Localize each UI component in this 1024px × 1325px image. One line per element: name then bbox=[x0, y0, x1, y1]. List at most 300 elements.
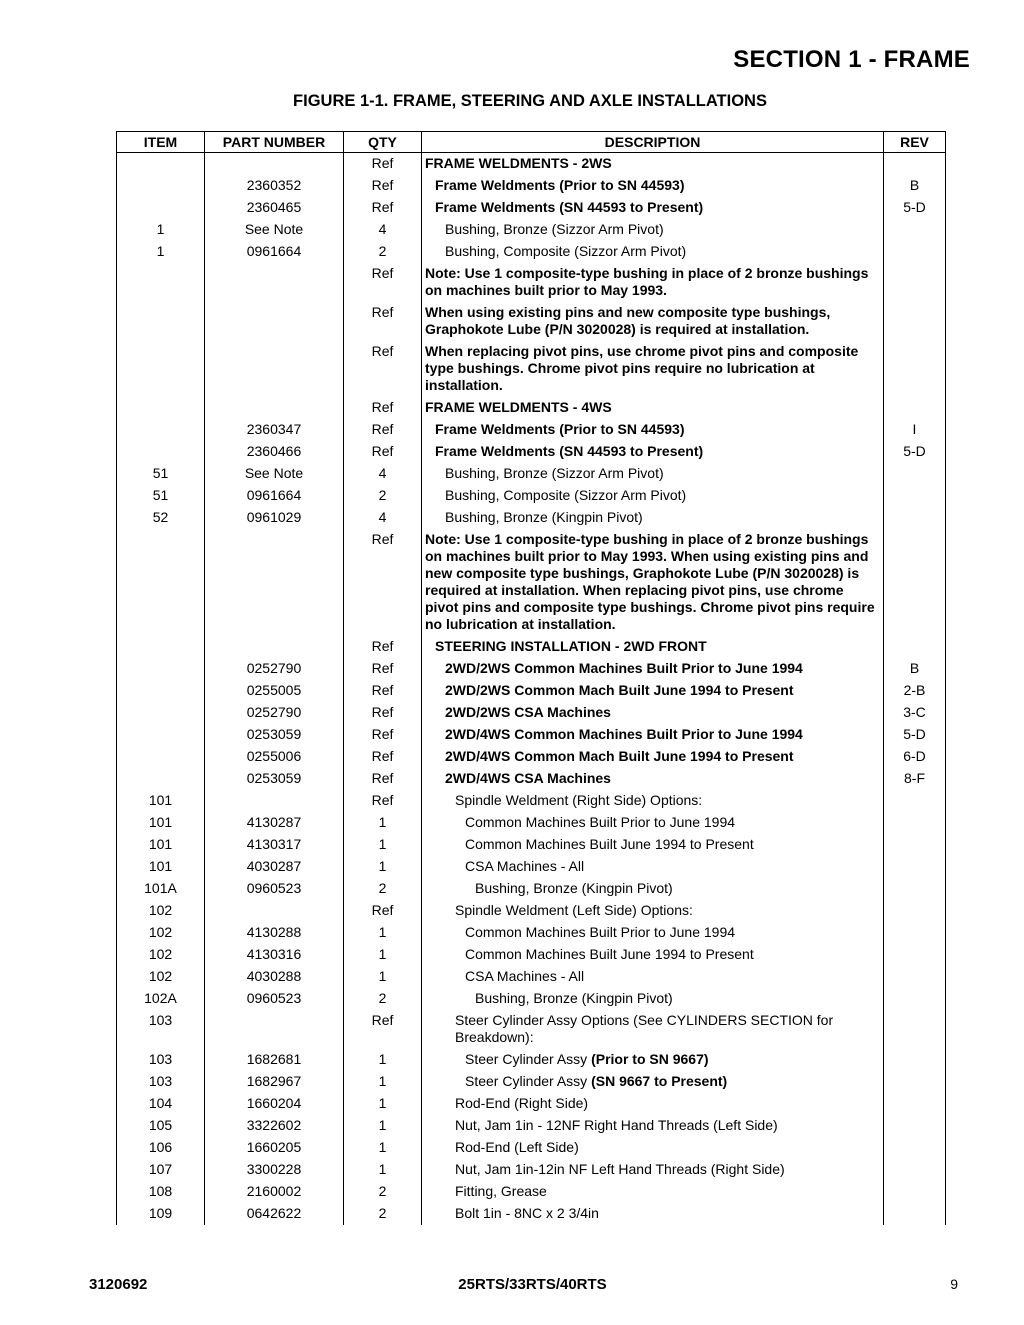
cell-qty: Ref bbox=[344, 441, 422, 463]
cell-qty: 1 bbox=[344, 1115, 422, 1137]
cell-description bbox=[422, 175, 884, 197]
cell-rev: B bbox=[884, 175, 946, 197]
cell-qty: Ref bbox=[344, 1010, 422, 1049]
description-text: Common Machines Built Prior to June 1994 bbox=[465, 924, 736, 940]
column-header-qty: QTY bbox=[344, 132, 422, 153]
cell-part-number: 1682681 bbox=[205, 1049, 344, 1071]
description-text: Common Machines Built Prior to June 1994 bbox=[465, 814, 736, 830]
cell-description bbox=[422, 341, 884, 397]
figure-title: FIGURE 1-1. FRAME, STEERING AND AXLE INSTALLATIONS bbox=[293, 92, 767, 110]
cell-rev bbox=[884, 944, 946, 966]
description-text: Frame Weldments (SN 44593 to Present) bbox=[435, 199, 704, 215]
description-text: 2WD/2WS CSA Machines bbox=[445, 704, 611, 720]
table-row bbox=[117, 241, 946, 263]
cell-description bbox=[422, 485, 884, 507]
table-row bbox=[117, 219, 946, 241]
cell-rev bbox=[884, 856, 946, 878]
cell-description bbox=[422, 636, 884, 658]
cell-rev bbox=[884, 153, 946, 176]
description-text: When replacing pivot pins, use chrome pivot pins and composite type bushings. Chrome pivot pins require no lubrication at installation. bbox=[425, 343, 859, 393]
cell-item bbox=[117, 636, 205, 658]
cell-part-number: 4030287 bbox=[205, 856, 344, 878]
cell-rev: 5-D bbox=[884, 441, 946, 463]
cell-qty: 1 bbox=[344, 1071, 422, 1093]
cell-qty: Ref bbox=[344, 790, 422, 812]
cell-description bbox=[422, 302, 884, 341]
cell-description bbox=[422, 856, 884, 878]
cell-description bbox=[422, 680, 884, 702]
cell-description bbox=[422, 397, 884, 419]
cell-rev bbox=[884, 302, 946, 341]
description-text: Rod-End (Left Side) bbox=[455, 1139, 579, 1155]
cell-qty: 4 bbox=[344, 507, 422, 529]
cell-part-number: 0253059 bbox=[205, 724, 344, 746]
table-row bbox=[117, 988, 946, 1010]
cell-description bbox=[422, 507, 884, 529]
cell-rev bbox=[884, 878, 946, 900]
table-row bbox=[117, 944, 946, 966]
table-row bbox=[117, 341, 946, 397]
cell-description bbox=[422, 1010, 884, 1049]
table-row bbox=[117, 1115, 946, 1137]
description-text: Bushing, Bronze (Kingpin Pivot) bbox=[445, 509, 643, 525]
cell-item bbox=[117, 175, 205, 197]
description-text: FRAME WELDMENTS - 4WS bbox=[425, 399, 612, 415]
footer-doc-number: 3120692 bbox=[89, 1276, 148, 1293]
description-text: When using existing pins and new composite type bushings, Graphokote Lube (P/N 3020028) is required at installation. bbox=[425, 304, 831, 337]
cell-description bbox=[422, 768, 884, 790]
cell-description bbox=[422, 1115, 884, 1137]
footer-page-number: 9 bbox=[950, 1276, 958, 1292]
cell-item: 102 bbox=[117, 966, 205, 988]
cell-item: 105 bbox=[117, 1115, 205, 1137]
cell-description bbox=[422, 1093, 884, 1115]
cell-qty: Ref bbox=[344, 724, 422, 746]
cell-rev bbox=[884, 834, 946, 856]
cell-part-number: 0252790 bbox=[205, 658, 344, 680]
cell-qty: 2 bbox=[344, 1203, 422, 1225]
table-row bbox=[117, 175, 946, 197]
cell-item bbox=[117, 658, 205, 680]
cell-description bbox=[422, 153, 884, 176]
cell-qty: 1 bbox=[344, 834, 422, 856]
cell-description bbox=[422, 529, 884, 636]
cell-part-number bbox=[205, 341, 344, 397]
cell-part-number bbox=[205, 636, 344, 658]
cell-qty: Ref bbox=[344, 529, 422, 636]
cell-rev bbox=[884, 1159, 946, 1181]
cell-qty: Ref bbox=[344, 680, 422, 702]
cell-qty: 2 bbox=[344, 878, 422, 900]
cell-item: 106 bbox=[117, 1137, 205, 1159]
cell-item: 52 bbox=[117, 507, 205, 529]
cell-rev bbox=[884, 463, 946, 485]
cell-rev: 8-F bbox=[884, 768, 946, 790]
cell-qty: 2 bbox=[344, 485, 422, 507]
cell-description bbox=[422, 219, 884, 241]
cell-description bbox=[422, 702, 884, 724]
cell-rev bbox=[884, 1181, 946, 1203]
cell-item bbox=[117, 768, 205, 790]
cell-rev bbox=[884, 1137, 946, 1159]
cell-item: 103 bbox=[117, 1049, 205, 1071]
cell-description bbox=[422, 966, 884, 988]
description-text: 2WD/4WS Common Mach Built June 1994 to Present bbox=[445, 748, 794, 764]
table-row bbox=[117, 812, 946, 834]
table-row bbox=[117, 153, 946, 176]
cell-description bbox=[422, 197, 884, 219]
cell-part-number: 2360465 bbox=[205, 197, 344, 219]
cell-item bbox=[117, 341, 205, 397]
description-text: Bushing, Composite (Sizzor Arm Pivot) bbox=[445, 243, 687, 259]
cell-qty: 1 bbox=[344, 1159, 422, 1181]
table-row bbox=[117, 302, 946, 341]
cell-qty: Ref bbox=[344, 397, 422, 419]
cell-part-number: 0961664 bbox=[205, 241, 344, 263]
table-row bbox=[117, 746, 946, 768]
description-text: CSA Machines - All bbox=[465, 858, 585, 874]
table-row bbox=[117, 878, 946, 900]
cell-item: 101A bbox=[117, 878, 205, 900]
description-serial-range: (SN 9667 to Present) bbox=[591, 1073, 728, 1089]
parts-table bbox=[116, 131, 946, 1225]
cell-rev bbox=[884, 219, 946, 241]
cell-item: 103 bbox=[117, 1071, 205, 1093]
cell-description bbox=[422, 988, 884, 1010]
cell-rev bbox=[884, 485, 946, 507]
description-text: Nut, Jam 1in-12in NF Left Hand Threads (Right Side) bbox=[455, 1161, 785, 1177]
cell-description bbox=[422, 441, 884, 463]
cell-description bbox=[422, 1181, 884, 1203]
table-row bbox=[117, 834, 946, 856]
table-row bbox=[117, 485, 946, 507]
cell-description bbox=[422, 419, 884, 441]
cell-part-number bbox=[205, 1010, 344, 1049]
table-row bbox=[117, 463, 946, 485]
table-row bbox=[117, 507, 946, 529]
cell-item: 109 bbox=[117, 1203, 205, 1225]
cell-description bbox=[422, 263, 884, 302]
description-text: Bushing, Composite (Sizzor Arm Pivot) bbox=[445, 487, 687, 503]
cell-part-number: 4130316 bbox=[205, 944, 344, 966]
cell-item: 102 bbox=[117, 944, 205, 966]
cell-part-number: 4130317 bbox=[205, 834, 344, 856]
cell-rev bbox=[884, 966, 946, 988]
cell-part-number: 1660204 bbox=[205, 1093, 344, 1115]
cell-part-number: 3300228 bbox=[205, 1159, 344, 1181]
description-text: Frame Weldments (Prior to SN 44593) bbox=[435, 421, 685, 437]
cell-part-number: 2160002 bbox=[205, 1181, 344, 1203]
cell-rev bbox=[884, 636, 946, 658]
table-row bbox=[117, 1093, 946, 1115]
column-header-item: ITEM bbox=[117, 132, 205, 153]
table-row bbox=[117, 397, 946, 419]
cell-part-number: 3322602 bbox=[205, 1115, 344, 1137]
cell-qty: 1 bbox=[344, 922, 422, 944]
cell-item: 101 bbox=[117, 834, 205, 856]
cell-item: 108 bbox=[117, 1181, 205, 1203]
description-serial-range: (Prior to SN 9667) bbox=[591, 1051, 709, 1067]
table-row bbox=[117, 1203, 946, 1225]
cell-rev bbox=[884, 1093, 946, 1115]
cell-description bbox=[422, 944, 884, 966]
description-text: Frame Weldments (SN 44593 to Present) bbox=[435, 443, 704, 459]
cell-rev bbox=[884, 790, 946, 812]
cell-description bbox=[422, 746, 884, 768]
cell-qty: Ref bbox=[344, 768, 422, 790]
table-row bbox=[117, 658, 946, 680]
cell-item bbox=[117, 746, 205, 768]
cell-rev bbox=[884, 922, 946, 944]
cell-qty: Ref bbox=[344, 341, 422, 397]
cell-description bbox=[422, 1071, 884, 1093]
cell-item bbox=[117, 419, 205, 441]
cell-part-number: See Note bbox=[205, 219, 344, 241]
parts-table-container bbox=[116, 131, 945, 1225]
table-row bbox=[117, 263, 946, 302]
cell-description bbox=[422, 790, 884, 812]
cell-qty: 1 bbox=[344, 856, 422, 878]
cell-item bbox=[117, 197, 205, 219]
cell-item bbox=[117, 153, 205, 176]
cell-qty: Ref bbox=[344, 153, 422, 176]
table-row bbox=[117, 441, 946, 463]
cell-part-number: 2360352 bbox=[205, 175, 344, 197]
cell-part-number bbox=[205, 153, 344, 176]
cell-item bbox=[117, 302, 205, 341]
cell-qty: 1 bbox=[344, 1137, 422, 1159]
cell-description bbox=[422, 241, 884, 263]
column-header-rev: REV bbox=[884, 132, 946, 153]
cell-part-number: 0642622 bbox=[205, 1203, 344, 1225]
description-text: 2WD/4WS CSA Machines bbox=[445, 770, 611, 786]
cell-description bbox=[422, 878, 884, 900]
cell-rev bbox=[884, 1010, 946, 1049]
table-row bbox=[117, 1159, 946, 1181]
cell-rev: I bbox=[884, 419, 946, 441]
cell-qty: 4 bbox=[344, 463, 422, 485]
cell-rev: B bbox=[884, 658, 946, 680]
cell-part-number: 2360347 bbox=[205, 419, 344, 441]
cell-part-number: 0255005 bbox=[205, 680, 344, 702]
table-row bbox=[117, 1049, 946, 1071]
description-text: Spindle Weldment (Right Side) Options: bbox=[455, 792, 703, 808]
cell-item: 1 bbox=[117, 219, 205, 241]
cell-description bbox=[422, 1049, 884, 1071]
description-text: 2WD/4WS Common Machines Built Prior to June 1994 bbox=[445, 726, 803, 742]
table-row bbox=[117, 197, 946, 219]
table-row bbox=[117, 1181, 946, 1203]
section-title: SECTION 1 - FRAME bbox=[733, 46, 970, 73]
cell-item bbox=[117, 263, 205, 302]
description-text: Bushing, Bronze (Kingpin Pivot) bbox=[475, 880, 673, 896]
cell-rev: 2-B bbox=[884, 680, 946, 702]
table-row bbox=[117, 922, 946, 944]
description-text: Steer Cylinder Assy Options (See CYLINDERS SECTION for Breakdown): bbox=[455, 1012, 834, 1045]
cell-item: 104 bbox=[117, 1093, 205, 1115]
cell-description bbox=[422, 724, 884, 746]
cell-qty: 2 bbox=[344, 988, 422, 1010]
cell-part-number bbox=[205, 529, 344, 636]
table-row bbox=[117, 529, 946, 636]
cell-part-number: 0960523 bbox=[205, 988, 344, 1010]
description-text: Fitting, Grease bbox=[455, 1183, 547, 1199]
cell-rev bbox=[884, 341, 946, 397]
cell-rev bbox=[884, 263, 946, 302]
cell-description bbox=[422, 463, 884, 485]
cell-description bbox=[422, 1137, 884, 1159]
cell-rev bbox=[884, 900, 946, 922]
description-text: 2WD/2WS Common Machines Built Prior to June 1994 bbox=[445, 660, 803, 676]
cell-item bbox=[117, 397, 205, 419]
cell-rev: 5-D bbox=[884, 197, 946, 219]
description-text: Bushing, Bronze (Sizzor Arm Pivot) bbox=[445, 465, 664, 481]
description-text: Common Machines Built June 1994 to Present bbox=[465, 946, 754, 962]
table-header-row bbox=[117, 132, 946, 153]
table-row bbox=[117, 702, 946, 724]
cell-item bbox=[117, 702, 205, 724]
cell-item: 51 bbox=[117, 463, 205, 485]
table-row bbox=[117, 724, 946, 746]
cell-part-number: 4030288 bbox=[205, 966, 344, 988]
cell-rev bbox=[884, 812, 946, 834]
cell-item: 101 bbox=[117, 790, 205, 812]
cell-part-number: 0253059 bbox=[205, 768, 344, 790]
cell-item: 51 bbox=[117, 485, 205, 507]
cell-part-number: 0961664 bbox=[205, 485, 344, 507]
cell-part-number bbox=[205, 790, 344, 812]
cell-part-number: 0961029 bbox=[205, 507, 344, 529]
description-text: Bushing, Bronze (Kingpin Pivot) bbox=[475, 990, 673, 1006]
table-row bbox=[117, 856, 946, 878]
description-text: Nut, Jam 1in - 12NF Right Hand Threads (Left Side) bbox=[455, 1117, 778, 1133]
cell-rev bbox=[884, 507, 946, 529]
cell-part-number: 1682967 bbox=[205, 1071, 344, 1093]
cell-part-number bbox=[205, 397, 344, 419]
description-text: Note: Use 1 composite-type bushing in place of 2 bronze bushings on machines built prior to May 1993. When using existing pins and new composite type bushings, Graphokote Lube (P/N 3020028) is required at installation. When replacing pivot pins, use chrome pivot pins and composite type bushings. Chrome pivot pins require no lubrication at installation. bbox=[425, 531, 875, 632]
table-row bbox=[117, 1137, 946, 1159]
description-text: Bolt 1in - 8NC x 2 3/4in bbox=[455, 1205, 599, 1221]
cell-item bbox=[117, 529, 205, 636]
cell-qty: 1 bbox=[344, 812, 422, 834]
cell-part-number: 4130288 bbox=[205, 922, 344, 944]
description-text: CSA Machines - All bbox=[465, 968, 585, 984]
description-text: FRAME WELDMENTS - 2WS bbox=[425, 155, 612, 171]
cell-item: 103 bbox=[117, 1010, 205, 1049]
cell-rev bbox=[884, 241, 946, 263]
cell-item: 1 bbox=[117, 241, 205, 263]
cell-part-number: 1660205 bbox=[205, 1137, 344, 1159]
cell-qty: 1 bbox=[344, 1093, 422, 1115]
cell-part-number: 4130287 bbox=[205, 812, 344, 834]
table-body bbox=[117, 153, 946, 1226]
cell-description bbox=[422, 900, 884, 922]
cell-rev: 6-D bbox=[884, 746, 946, 768]
cell-qty: Ref bbox=[344, 419, 422, 441]
description-text: STEERING INSTALLATION - 2WD FRONT bbox=[435, 638, 707, 654]
cell-item bbox=[117, 724, 205, 746]
cell-part-number: See Note bbox=[205, 463, 344, 485]
table-row bbox=[117, 636, 946, 658]
cell-qty: Ref bbox=[344, 263, 422, 302]
cell-description bbox=[422, 658, 884, 680]
cell-part-number: 0960523 bbox=[205, 878, 344, 900]
cell-rev bbox=[884, 529, 946, 636]
cell-part-number: 0252790 bbox=[205, 702, 344, 724]
cell-qty: 4 bbox=[344, 219, 422, 241]
cell-qty: 2 bbox=[344, 1181, 422, 1203]
cell-part-number bbox=[205, 900, 344, 922]
cell-qty: Ref bbox=[344, 636, 422, 658]
table-row bbox=[117, 966, 946, 988]
cell-part-number: 0255006 bbox=[205, 746, 344, 768]
table-row bbox=[117, 900, 946, 922]
cell-rev bbox=[884, 1071, 946, 1093]
cell-rev: 5-D bbox=[884, 724, 946, 746]
cell-item bbox=[117, 680, 205, 702]
cell-item bbox=[117, 441, 205, 463]
cell-rev bbox=[884, 1203, 946, 1225]
cell-qty: 1 bbox=[344, 944, 422, 966]
cell-item: 107 bbox=[117, 1159, 205, 1181]
description-text: 2WD/2WS Common Mach Built June 1994 to Present bbox=[445, 682, 794, 698]
cell-item: 102 bbox=[117, 922, 205, 944]
description-text: Note: Use 1 composite-type bushing in place of 2 bronze bushings on machines built prior to May 1993. bbox=[425, 265, 869, 298]
cell-qty: Ref bbox=[344, 746, 422, 768]
table-row bbox=[117, 1010, 946, 1049]
description-text: Rod-End (Right Side) bbox=[455, 1095, 589, 1111]
cell-description bbox=[422, 1159, 884, 1181]
description-text: Bushing, Bronze (Sizzor Arm Pivot) bbox=[445, 221, 664, 237]
description-text: Steer Cylinder Assy bbox=[465, 1051, 592, 1067]
cell-rev bbox=[884, 397, 946, 419]
table-row bbox=[117, 1071, 946, 1093]
table-row bbox=[117, 419, 946, 441]
cell-part-number: 2360466 bbox=[205, 441, 344, 463]
cell-qty: Ref bbox=[344, 175, 422, 197]
cell-description bbox=[422, 1203, 884, 1225]
cell-description bbox=[422, 922, 884, 944]
cell-rev: 3-C bbox=[884, 702, 946, 724]
cell-rev bbox=[884, 1049, 946, 1071]
cell-description bbox=[422, 812, 884, 834]
cell-part-number bbox=[205, 263, 344, 302]
description-text: Frame Weldments (Prior to SN 44593) bbox=[435, 177, 685, 193]
description-text: Spindle Weldment (Left Side) Options: bbox=[455, 902, 693, 918]
table-row bbox=[117, 680, 946, 702]
cell-rev bbox=[884, 988, 946, 1010]
cell-qty: Ref bbox=[344, 702, 422, 724]
cell-qty: 2 bbox=[344, 241, 422, 263]
description-text: Common Machines Built June 1994 to Present bbox=[465, 836, 754, 852]
column-header-part-number: PART NUMBER bbox=[205, 132, 344, 153]
cell-item: 101 bbox=[117, 812, 205, 834]
description-text: Steer Cylinder Assy bbox=[465, 1073, 592, 1089]
cell-item: 102A bbox=[117, 988, 205, 1010]
cell-qty: 1 bbox=[344, 966, 422, 988]
cell-qty: 1 bbox=[344, 1049, 422, 1071]
cell-qty: Ref bbox=[344, 658, 422, 680]
cell-description bbox=[422, 834, 884, 856]
cell-rev bbox=[884, 1115, 946, 1137]
cell-qty: Ref bbox=[344, 900, 422, 922]
cell-item: 101 bbox=[117, 856, 205, 878]
cell-qty: Ref bbox=[344, 302, 422, 341]
cell-qty: Ref bbox=[344, 197, 422, 219]
table-row bbox=[117, 790, 946, 812]
column-header-description: DESCRIPTION bbox=[422, 132, 884, 153]
cell-item: 102 bbox=[117, 900, 205, 922]
